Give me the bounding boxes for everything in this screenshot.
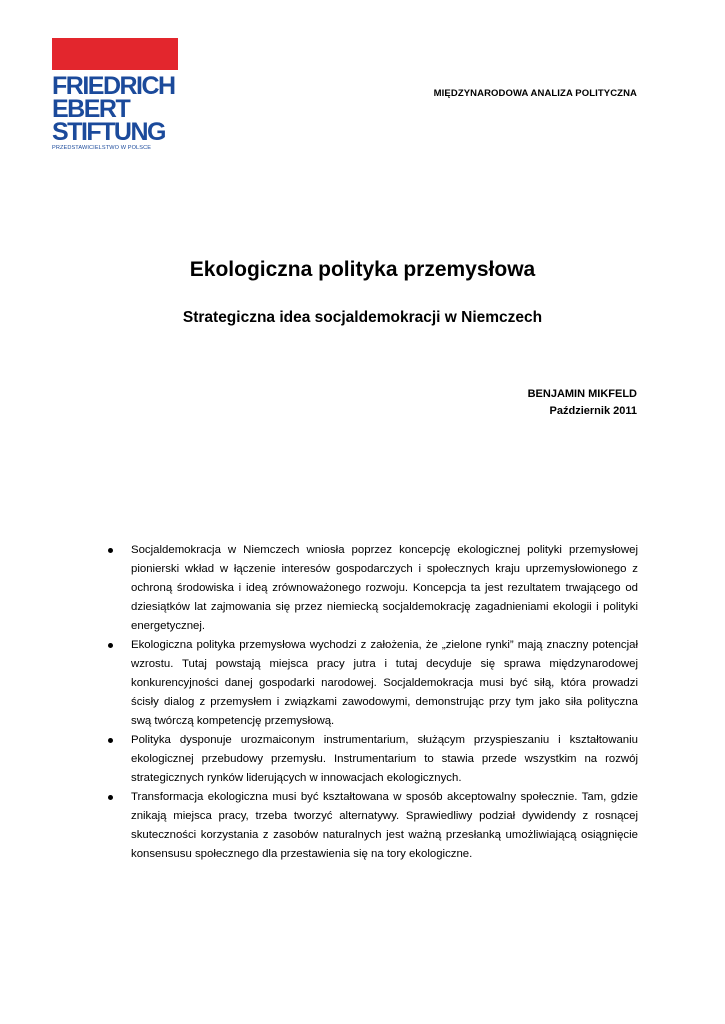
- bullet-item: [106, 636, 638, 731]
- author-block: [528, 386, 637, 420]
- bullet-icon: [108, 738, 113, 743]
- logo-subline: PRZEDSTAWICIELSTWO W POLSCE: [52, 145, 152, 151]
- bullet-item: [106, 541, 638, 636]
- bullet-text: Transformacja ekologiczna musi być kształtowana w sposób akceptowalny społecznie. Tam, gdzie znikają miejsca pracy, trzeba tworzyć alternatywy. Sprawiedliwy podział dywidendy z rosnącej skuteczności korzystania z zasobów naturalnych jest ważną przesłanką umożliwiającą osiągnięcie konsensusu społecznego dla przestawienia się na tory ekologiczne.: [131, 791, 638, 860]
- bullet-text: Ekologiczna polityka przemysłowa wychodzi z założenia, że „zielone rynki” mają znaczny potencjał wzrostu. Tutaj powstają miejsca pracy jutra i tutaj decyduje się sprawa międzynarodowej konkurencyjności danej gospodarki narodowej. Socjaldemokracja musi być siłą, która prowadzi ścisły dialog z przemysłem i związkami zawodowymi, demonstrując przy tym jako siła polityczna swą twórczą kompetencję przemysłową.: [131, 639, 638, 727]
- logo-line-3: STIFTUNG: [52, 118, 165, 146]
- bullet-item: [106, 788, 638, 864]
- logo-red-bar: [52, 38, 178, 70]
- logo-line-1: FRIEDRICH: [52, 72, 175, 100]
- bullet-item: [106, 731, 638, 788]
- bullet-icon: [108, 643, 113, 648]
- document-subtitle: Strategiczna idea socjaldemokracji w Niemczech: [182, 309, 543, 326]
- fes-logo: [52, 38, 178, 152]
- publication-date: Październik 2011: [549, 405, 637, 417]
- bullet-text: Socjaldemokracja w Niemczech wniosła poprzez koncepcję ekologicznej polityki przemysłowej pionierski wkład w łączenie interesów gospodarczych i społecznych kraju uprzemysłowionego z ochroną środowiska i ideą zrównoważonego rozwoju. Koncepcja ta jest rezultatem trwającego od dziesiątków lat zajmowania się przez niemiecką socjaldemokrację zagadnieniami ekologii i polityki energetycznej.: [131, 544, 638, 632]
- bullet-icon: [108, 795, 113, 800]
- summary-bullets: [106, 541, 638, 864]
- series-label: MIĘDZYNARODOWA ANALIZA POLITYCZNA: [433, 88, 637, 99]
- logo-line-2: EBERT: [52, 95, 130, 123]
- document-title: Ekologiczna polityka przemysłowa: [189, 258, 536, 281]
- bullet-text: Polityka dysponuje urozmaiconym instrumentarium, służącym przyspieszaniu i kształtowaniu ekologicznej przebudowy przemysłu. Instrumentarium to stawia przede wszystkim na rozwój strategicznych rynków liderujących w innowacjach ekologicznych.: [131, 734, 638, 784]
- author-name: BENJAMIN MIKFELD: [527, 388, 637, 400]
- bullet-icon: [108, 548, 113, 553]
